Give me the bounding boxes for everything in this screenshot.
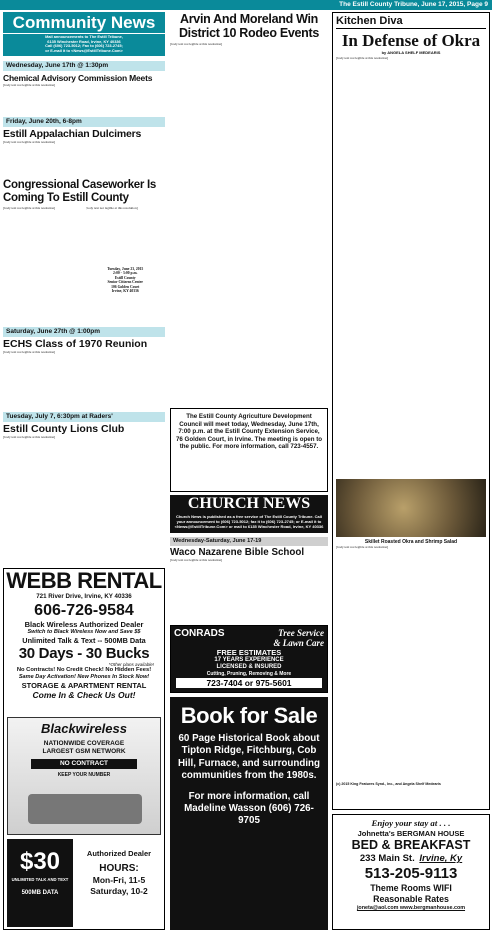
- event-heading: Estill County Lions Club: [3, 422, 125, 435]
- phone-image: [28, 794, 142, 824]
- event-heading: ECHS Class of 1970 Reunion: [3, 337, 148, 350]
- event-body: [body text not legible at this resolution]: [3, 140, 56, 144]
- conrads-phone: 723-7404 or 975-5601: [176, 678, 322, 688]
- recipe-title: Skillet Roasted Okra and Shrimp Salad: [364, 539, 458, 545]
- event-body: [body text not legible at this resolution]: [3, 83, 56, 87]
- event-body: [body text not legible at this resolution]: [170, 558, 223, 562]
- rodeo-article: [170, 12, 328, 405]
- church-news-title: CHURCH NEWS: [170, 495, 328, 513]
- caseworker-details: Tuesday, June 23, 2015 2:00 - 3:00 p.m. Estill County Senior Citizens Center 106 Golden Court Irvine, KY 40336: [107, 266, 144, 294]
- event-heading: Estill Appalachian Dulcimers: [3, 127, 142, 140]
- church-news-section: [170, 495, 328, 623]
- kitchen-diva-title: Kitchen Diva: [336, 15, 486, 29]
- conrads-tree-ad: CONRADS Tree Service & Lawn Care FREE ESTIMATES 17 YEARS EXPERIENCE LICENSED & INSURED Cutting, Pruning, Removing & More 723-7404 or 975-5601: [170, 625, 328, 693]
- event-date-band: Friday, June 20th, 6-8pm: [3, 117, 165, 127]
- event-date-band: Tuesday, July 7, 6:30pm at Raders': [3, 412, 165, 422]
- conrads-name: CONRADS: [174, 628, 225, 639]
- okra-headline: In Defense of Okra: [341, 31, 481, 50]
- event-heading: Congressional Caseworker Is Coming To Estill County: [3, 178, 156, 204]
- community-news-section: [3, 12, 165, 566]
- page-header: The Estill County Tribune, June 17, 2015, Page 9: [0, 0, 492, 10]
- book-sale-title: Book for Sale: [180, 703, 318, 728]
- bergman-house-ad: Enjoy your stay at . . . Johnetta's BERGMAN HOUSE BED & BREAKFAST 233 Main St. Irvine, Ky 513-205-9113 Theme Rooms WIFI Reasonable Rates joneta@aol.com www.bergmanhouse.com: [332, 814, 490, 930]
- book-sale-body: 60 Page Historical Book about Tipton Ridge, Fitchburg, Cob Hill, Furnace, and surrounding communities from the 1980s.: [177, 733, 321, 782]
- black-wireless-panel: Blackwireless NATIONWIDE COVERAGE LARGEST GSM NETWORK NO CONTRACT KEEP YOUR NUMBER: [7, 717, 161, 835]
- caseworker-body: [body text not legible at this resolution] [body text not legible at this resolution] Tuesday, June 23, 2015 2:00 - 3:00 p.m. Estill County Senior Citizens Center 106 Golden Court Irvine, KY 40336: [3, 207, 165, 324]
- webb-address: 721 River Drive, Irvine, KY 40336: [36, 593, 132, 600]
- rodeo-headline: Arvin And Moreland Win District 10 Rodeo Events: [178, 12, 320, 40]
- book-sale-ad: [170, 697, 328, 930]
- event-body: [body text not legible at this resolution]: [3, 350, 56, 354]
- event-date-band: Wednesday-Saturday, June 17-19: [170, 537, 328, 546]
- bnb-address: 233 Main St. Irvine, Ky: [359, 853, 463, 864]
- bnb-contact: joneta@aol.com www.bergmanhouse.com: [356, 905, 466, 911]
- event-heading: Waco Nazarene Bible School: [170, 546, 305, 558]
- price-box: $30 UNLIMITED TALK AND TEXT 500MB DATA: [7, 839, 73, 927]
- okra-byline: by ANGELA SHELF MEDEARIS: [381, 50, 441, 55]
- kitchen-diva-section: [332, 12, 490, 810]
- community-mail-info: Mail announcements to The Estill Tribune, 6135 Winchester Road, Irvine, KY 40336 Call (606) 723-5012; Fax to (606) 723-2745; or E-mail it to <News@EstillTribune.Com>: [3, 34, 165, 56]
- price-amount: $30: [19, 848, 61, 875]
- black-wireless-logo: Blackwireless: [40, 721, 127, 736]
- rodeo-body: [body text not legible at this resolution]: [170, 43, 223, 46]
- bnb-name: Johnetta's BERGMAN HOUSE: [357, 829, 465, 838]
- store-hours: Authorized Dealer HOURS: Mon-Fri, 11-5 Saturday, 10-2: [86, 849, 152, 896]
- event-body: [body text not legible at this resolution]: [3, 435, 56, 439]
- webb-phone: 606-726-9584: [34, 602, 134, 619]
- book-sale-info: For more information, call Madeline Wasson (606) 726-9705: [184, 790, 314, 827]
- webb-rental-ad: WEBB RENTAL 721 River Drive, Irvine, KY 40336 606-726-9584 Black Wireless Authorized Dealer Switch to Black Wireless Now and Save $$ Unlimited Talk & Text -- 500MB Data 30 Days - 30 Bucks *Other plans available! No Contracts! No Credit Check! No Hidden Fees! Same Day Activation! New Phones In Stock Now! STORAGE & APARTMENT RENTAL Come In & Check Us Out! Blackwireless NATIONWIDE COVERAGE LARGEST GSM NETWORK NO CONTRACT KEEP YOUR NUMBER $30 UNLIMITED TALK AND TEXT 500MB DATA Authorized Dealer HOURS: Mon-Fri, 11-5 Saturday, 10-2: [3, 568, 165, 930]
- agriculture-notice: The Estill County Agriculture Development Council will meet today, Wednesday, June 17th, 7:00 p.m. at the Estill County Extension Service, 76 Golden Court, in Irvine. The meeting is open to the public. For more information, call 723-4557.: [170, 408, 328, 492]
- okra-article-body: [body text not legible at this resolution]: [336, 57, 389, 60]
- event-heading: Chemical Advisory Commission Meets: [3, 72, 153, 83]
- community-news-title: Community News: [3, 12, 165, 33]
- event-date-band: Saturday, June 27th @ 1:00pm: [3, 327, 165, 337]
- okra-photo: [336, 479, 486, 537]
- bnb-phone: 513-205-9113: [364, 865, 458, 882]
- copyright: (c) 2015 King Features Synd., Inc., and Angela Shelf Medearis: [336, 782, 441, 786]
- recipe-body: [body text not legible at this resolution]: [336, 546, 389, 549]
- event-date-band: Wednesday, June 17th @ 1:30pm: [3, 61, 165, 71]
- webb-title: WEBB RENTAL: [6, 568, 162, 593]
- church-news-info: Church News is published as a free service of The Estill County Tribune. Call your announcement to (606) 723-5012; fax it to (606) 723-2745; or E-mail it to <News@EstillTribune.Com> or mail to 6135 Winchester Road, Irvine, KY 40336: [170, 513, 328, 533]
